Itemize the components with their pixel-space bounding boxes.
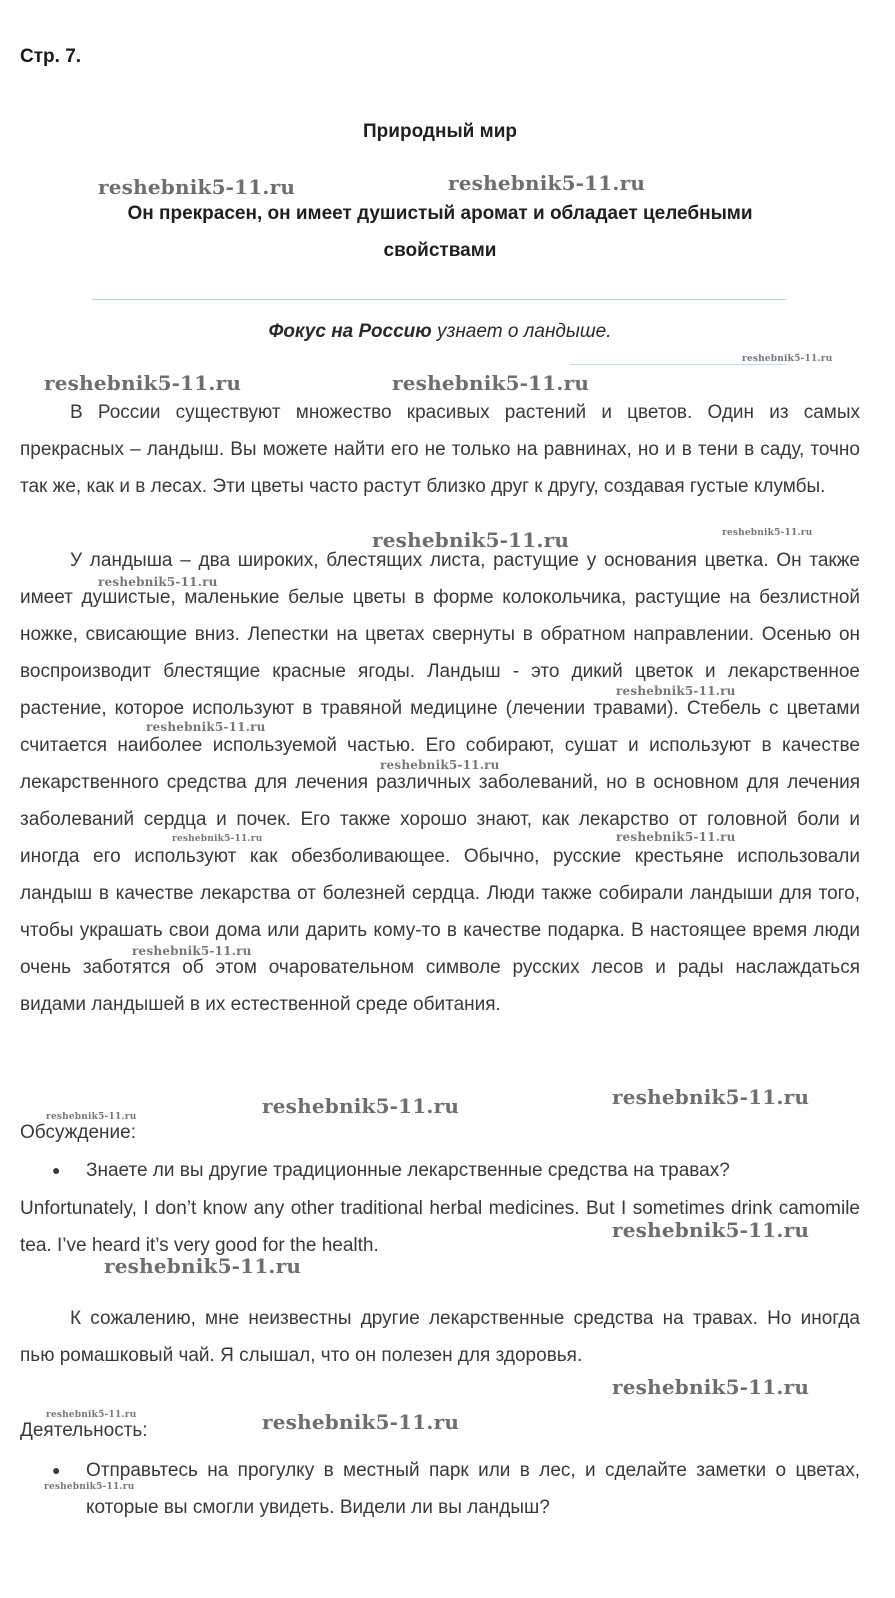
divider-short: [570, 364, 786, 365]
watermark: reshebnik5-11.ru: [132, 944, 252, 958]
watermark: reshebnik5-11.ru: [46, 1410, 137, 1420]
activity-label: Деятельность:: [20, 1420, 148, 1441]
watermark: reshebnik5-11.ru: [448, 171, 646, 195]
discussion-label: Обсуждение:: [20, 1122, 136, 1143]
watermark: reshebnik5-11.ru: [44, 1482, 135, 1492]
page-label: Стр. 7.: [20, 46, 82, 67]
watermark: reshebnik5-11.ru: [612, 1375, 810, 1399]
watermark: reshebnik5-11.ru: [722, 528, 813, 538]
watermark: reshebnik5-11.ru: [98, 175, 296, 199]
watermark: reshebnik5-11.ru: [616, 684, 736, 698]
page-title: Природный мир: [363, 121, 517, 142]
answer-russian: [20, 1300, 860, 1374]
answer-russian-text: К сожалению, мне неизвестны другие лекарственные средства на травах. Но иногда пью ромашковый чай. Я слышал, что он полезен для здоровья.: [20, 1308, 860, 1366]
watermark: reshebnik5-11.ru: [616, 830, 736, 844]
focus-rest: узнает о ландыше.: [431, 321, 612, 342]
watermark: reshebnik5-11.ru: [612, 1218, 810, 1242]
watermark: reshebnik5-11.ru: [392, 371, 590, 395]
watermark: reshebnik5-11.ru: [104, 1254, 302, 1278]
activity-task: Отправьтесь на прогулку в местный парк или в лес, и сделайте заметки о цветах, которые вы смогли увидеть. Видели ли вы ландыш?: [86, 1460, 860, 1518]
watermark: reshebnik5-11.ru: [172, 834, 263, 844]
watermark: reshebnik5-11.ru: [612, 1085, 810, 1109]
watermark: reshebnik5-11.ru: [44, 371, 242, 395]
subtitle: Он прекрасен, он имеет душистый аромат и обладает целебными свойствами: [127, 203, 753, 261]
bullet-icon: ●: [52, 1162, 61, 1178]
divider-top: [92, 299, 786, 300]
watermark: reshebnik5-11.ru: [46, 1112, 137, 1122]
bullet-icon: ●: [52, 1462, 61, 1478]
paragraph-1-text: В России существуют множество красивых растений и цветов. Один из самых прекрасных – ландыш. Вы можете найти его не только на равнинах, но и в тени в саду, точно так же, как и в лесах. Эти цветы часто растут близко друг к другу, создавая густые клумбы.: [20, 402, 860, 497]
answer-english: Unfortunately, I don’t know any other traditional herbal medicines. But I sometimes drink camomile tea. I’ve heard it’s very good for the health.: [20, 1198, 860, 1256]
paragraph-2-text: У ландыша – два широких, блестящих листа, растущие у основания цветка. Он также имеет душистые, маленькие белые цветы в форме колокольчика, растущие на безлистной ножке, свисающие вниз. Лепестки на цветах свернуты в обратном направлении. Осенью он воспроизводит блестящие красные ягоды. Ландыш - это дикий цветок и лекарственное растение, которое используют в травяной медицине (лечении травами). Стебель с цветами считается наиболее используемой частью. Его собирают, сушат и используют в качестве лекарственного средства для лечения различных заболеваний, но в основном для лечения заболеваний сердца и почек. Его также хорошо знают, как лекарство от головной боли и иногда его используют как обезболивающее. Обычно, русские крестьяне использовали ландыш в качестве лекарства от болезней сердца. Люди также собирали ландыши для того, чтобы украшать свои дома или дарить кому-то в качестве подарка. В настоящее время люди очень заботятся об этом очаровательном символе русских лесов и рады наслаждаться видами ландышей в их естественной среде обитания.: [20, 550, 860, 1015]
watermark: reshebnik5-11.ru: [372, 528, 570, 552]
main-paragraph-1: [20, 394, 860, 505]
focus-emphasis: Фокус на Россию: [268, 321, 432, 342]
watermark: reshebnik5-11.ru: [262, 1410, 460, 1434]
watermark: reshebnik5-11.ru: [380, 758, 500, 772]
watermark: reshebnik5-11.ru: [146, 720, 266, 734]
focus-line: [0, 321, 880, 343]
discussion-question: Знаете ли вы другие традиционные лекарственные средства на травах?: [86, 1160, 730, 1181]
watermark: reshebnik5-11.ru: [262, 1094, 460, 1118]
watermark: reshebnik5-11.ru: [742, 354, 833, 364]
watermark: reshebnik5-11.ru: [98, 575, 218, 589]
